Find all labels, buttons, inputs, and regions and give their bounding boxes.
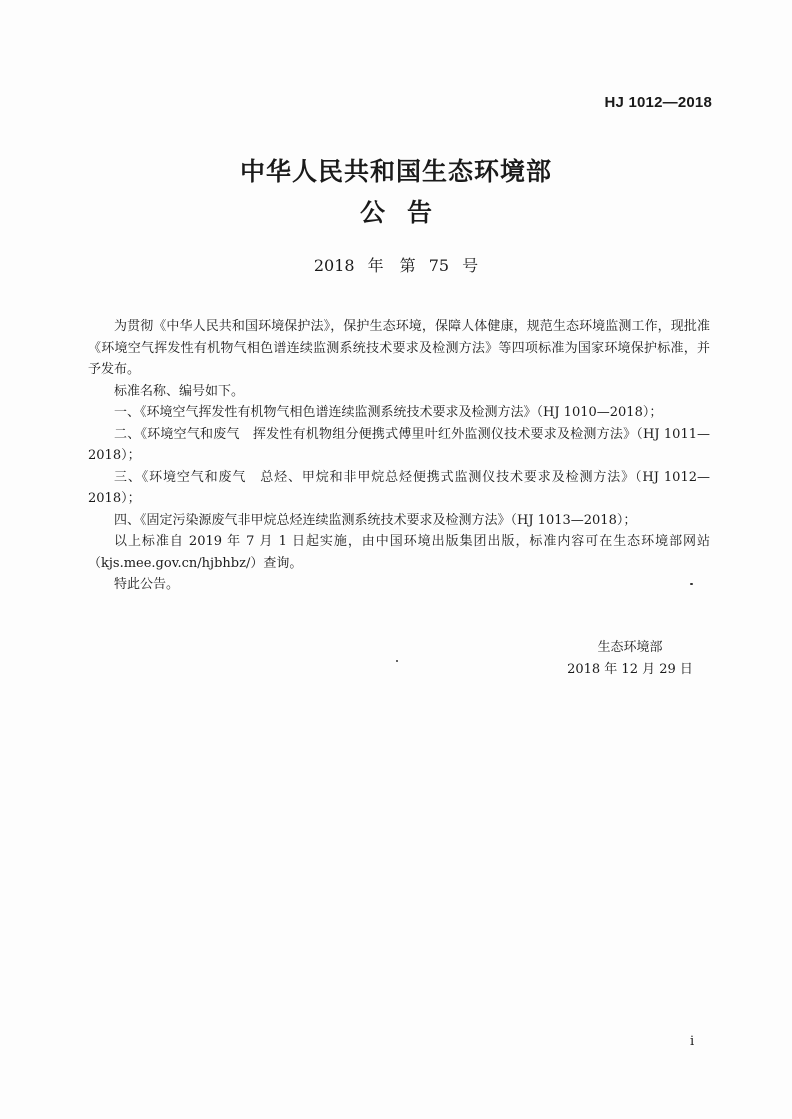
standard-item-4: 四、《固定污染源废气非甲烷总烃连续监测系统技术要求及检测方法》（HJ 1013—2018）；: [114, 512, 637, 528]
standard-item-3: 三、《环境空气和废气 总烃、甲烷和非甲烷总烃便携式监测仪技术要求及检测方法》（HJ 1012—2018）；: [88, 469, 710, 506]
notice-title: 公告: [359, 198, 454, 227]
page-number: i: [690, 1034, 695, 1049]
issue-number: 2018 年 第 75 号: [313, 256, 479, 275]
ministry-title: 中华人民共和国生态环境部: [239, 157, 552, 186]
signing-date: 2018 年 12 月 29 日: [567, 662, 693, 677]
notice-body: [88, 316, 710, 596]
closing-paragraph: 特此公告。: [114, 577, 180, 592]
standard-code: HJ 1012—2018: [604, 94, 712, 111]
scan-speck: [396, 660, 398, 662]
list-intro: 标准名称、编号如下。: [114, 383, 245, 399]
implementation-paragraph: 以上标准自 2019 年 7 月 1 日起实施，由中国环境出版集团出版，标准内容可在生态环境部网站（kjs.mee.gov.cn/hjbhbz/）查询。: [88, 534, 710, 571]
standard-item-2: 二、《环境空气和废气 挥发性有机物组分便携式傅里叶红外监测仪技术要求及检测方法》（HJ 1011—2018）；: [88, 426, 710, 463]
signature-block: [560, 637, 700, 681]
scan-speck: [690, 583, 693, 585]
signing-organization: 生态环境部: [597, 640, 663, 655]
intro-paragraph: 为贯彻《中华人民共和国环境保护法》，保护生态环境，保障人体健康，规范生态环境监测工作，现批准《环境空气挥发性有机物气相色谱连续监测系统技术要求及检测方法》等四项标准为国家环境保护标准，并予发布。: [88, 319, 710, 377]
standard-item-1: 一、《环境空气挥发性有机物气相色谱连续监测系统技术要求及检测方法》（HJ 1010—2018）；: [114, 405, 663, 420]
